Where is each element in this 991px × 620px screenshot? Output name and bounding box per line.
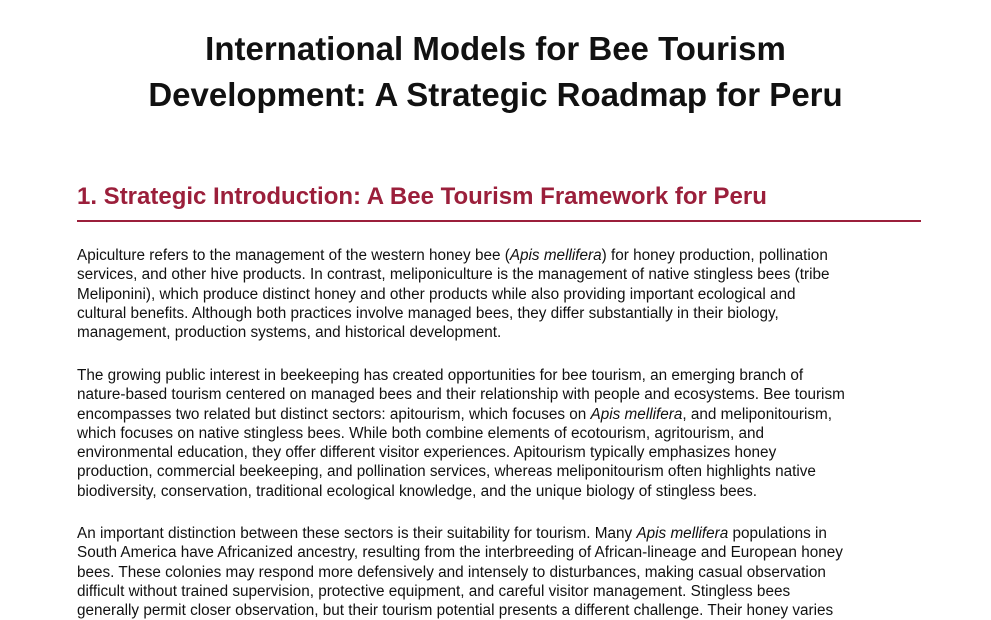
- paragraph-line: [77, 405, 927, 424]
- paragraph-line: biodiversity, conservation, traditional ecological knowledge, and the unique biology of stingless bees.: [77, 482, 757, 500]
- paragraph-line: production, commercial beekeeping, and pollination services, whereas meliponitourism often highlights native: [77, 463, 816, 481]
- species-name: Apis mellifera: [590, 405, 683, 423]
- document-title-line: Development: A Strategic Roadmap for Peru: [148, 76, 843, 113]
- paragraph-line: South America have Africanized ancestry, resulting from the interbreeding of African-lineage and European honey: [77, 544, 843, 562]
- paragraph-line: which focuses on native stingless bees. While both combine elements of ecotourism, agritourism, and: [77, 424, 765, 442]
- paragraph-line: nature-based tourism centered on managed bees and their relationship with people and ecosystems. Bee tourism: [77, 386, 845, 404]
- document-title-line: International Models for Bee Tourism: [205, 30, 786, 67]
- species-name: Apis mellifera: [509, 247, 602, 264]
- text-run: , and meliponitourism,: [682, 405, 832, 423]
- paragraph-line: management, production systems, and historical development.: [77, 324, 502, 342]
- paragraph-line: [77, 524, 927, 543]
- paragraph-line: services, and other hive products. In contrast, meliponiculture is the management of native stingless bees (tribe: [77, 266, 830, 284]
- text-run: populations in: [728, 525, 827, 542]
- paragraph-line: Meliponini), which produce distinct honey and other products while also providing important ecological and: [77, 285, 796, 303]
- paragraph-line: generally permit closer observation, but their tourism potential presents a different challenge. Their honey varies: [77, 602, 834, 620]
- paragraph-line: The growing public interest in beekeeping has created opportunities for bee tourism, an emerging branch of: [77, 367, 804, 384]
- paragraph-apiculture-definitions: [77, 246, 927, 342]
- paragraph-line: cultural benefits. Although both practices involve managed bees, they differ substantially in their biology,: [77, 304, 779, 322]
- paragraph-line: [77, 246, 927, 265]
- text-run: Apiculture refers to the management of the western honey bee (: [77, 247, 510, 264]
- paragraph-line: difficult without trained supervision, protective equipment, and careful visitor management. Stingless bees: [77, 582, 791, 600]
- paragraph-line: environmental education, they offer different visitor experiences. Apitourism typically emphasizes honey: [77, 444, 777, 462]
- section-divider: [77, 220, 921, 222]
- paragraph-line: bees. These colonies may respond more defensively and intensely to disturbances, making casual observation: [77, 563, 826, 581]
- document-title: [0, 26, 991, 118]
- species-name: Apis mellifera: [636, 525, 729, 542]
- paragraph-bee-tourism: [77, 366, 927, 501]
- paragraph-sector-suitability: [77, 524, 927, 620]
- section-heading: 1. Strategic Introduction: A Bee Tourism Framework for Peru: [77, 183, 767, 210]
- text-run: encompasses two related but distinct sectors: apitourism, which focuses on: [77, 405, 591, 423]
- text-run: ) for honey production, pollination: [601, 247, 828, 264]
- text-run: An important distinction between these sectors is their suitability for tourism. Many: [77, 525, 637, 542]
